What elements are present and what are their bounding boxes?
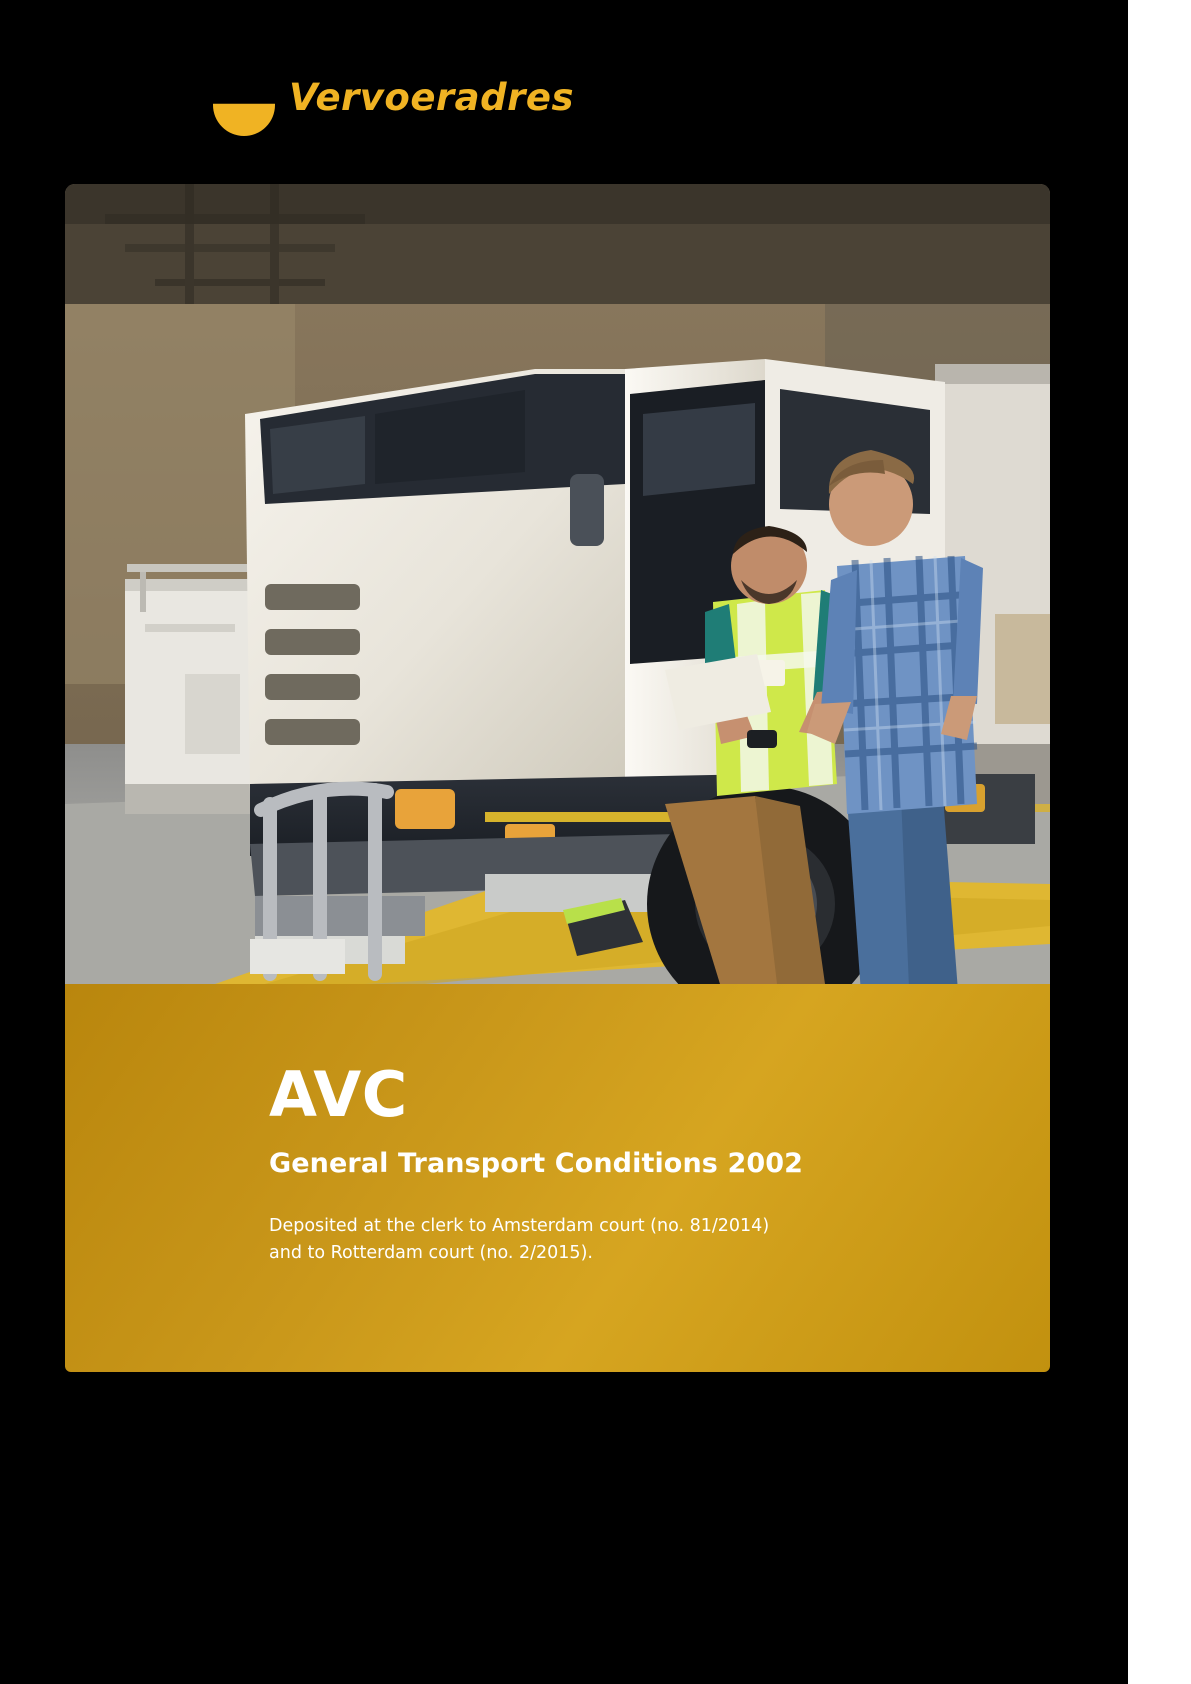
page-title: AVC	[269, 1058, 408, 1131]
brand-name: Vervoeradres	[289, 75, 574, 119]
page-subtitle: General Transport Conditions 2002	[269, 1148, 803, 1179]
page-margin-right	[1128, 0, 1191, 1684]
cover-photo	[65, 184, 1050, 984]
deposit-note-line-1: Deposited at the clerk to Amsterdam court (no. 81/2014)	[269, 1216, 770, 1236]
deposit-note	[269, 1213, 969, 1267]
cover-title-panel	[65, 984, 1050, 1372]
brand-logo	[213, 62, 574, 132]
deposit-note-line-2: and to Rotterdam court (no. 2/2015).	[269, 1243, 593, 1264]
smile-bowl-icon	[213, 66, 275, 128]
cover-title-block	[269, 1058, 969, 1267]
